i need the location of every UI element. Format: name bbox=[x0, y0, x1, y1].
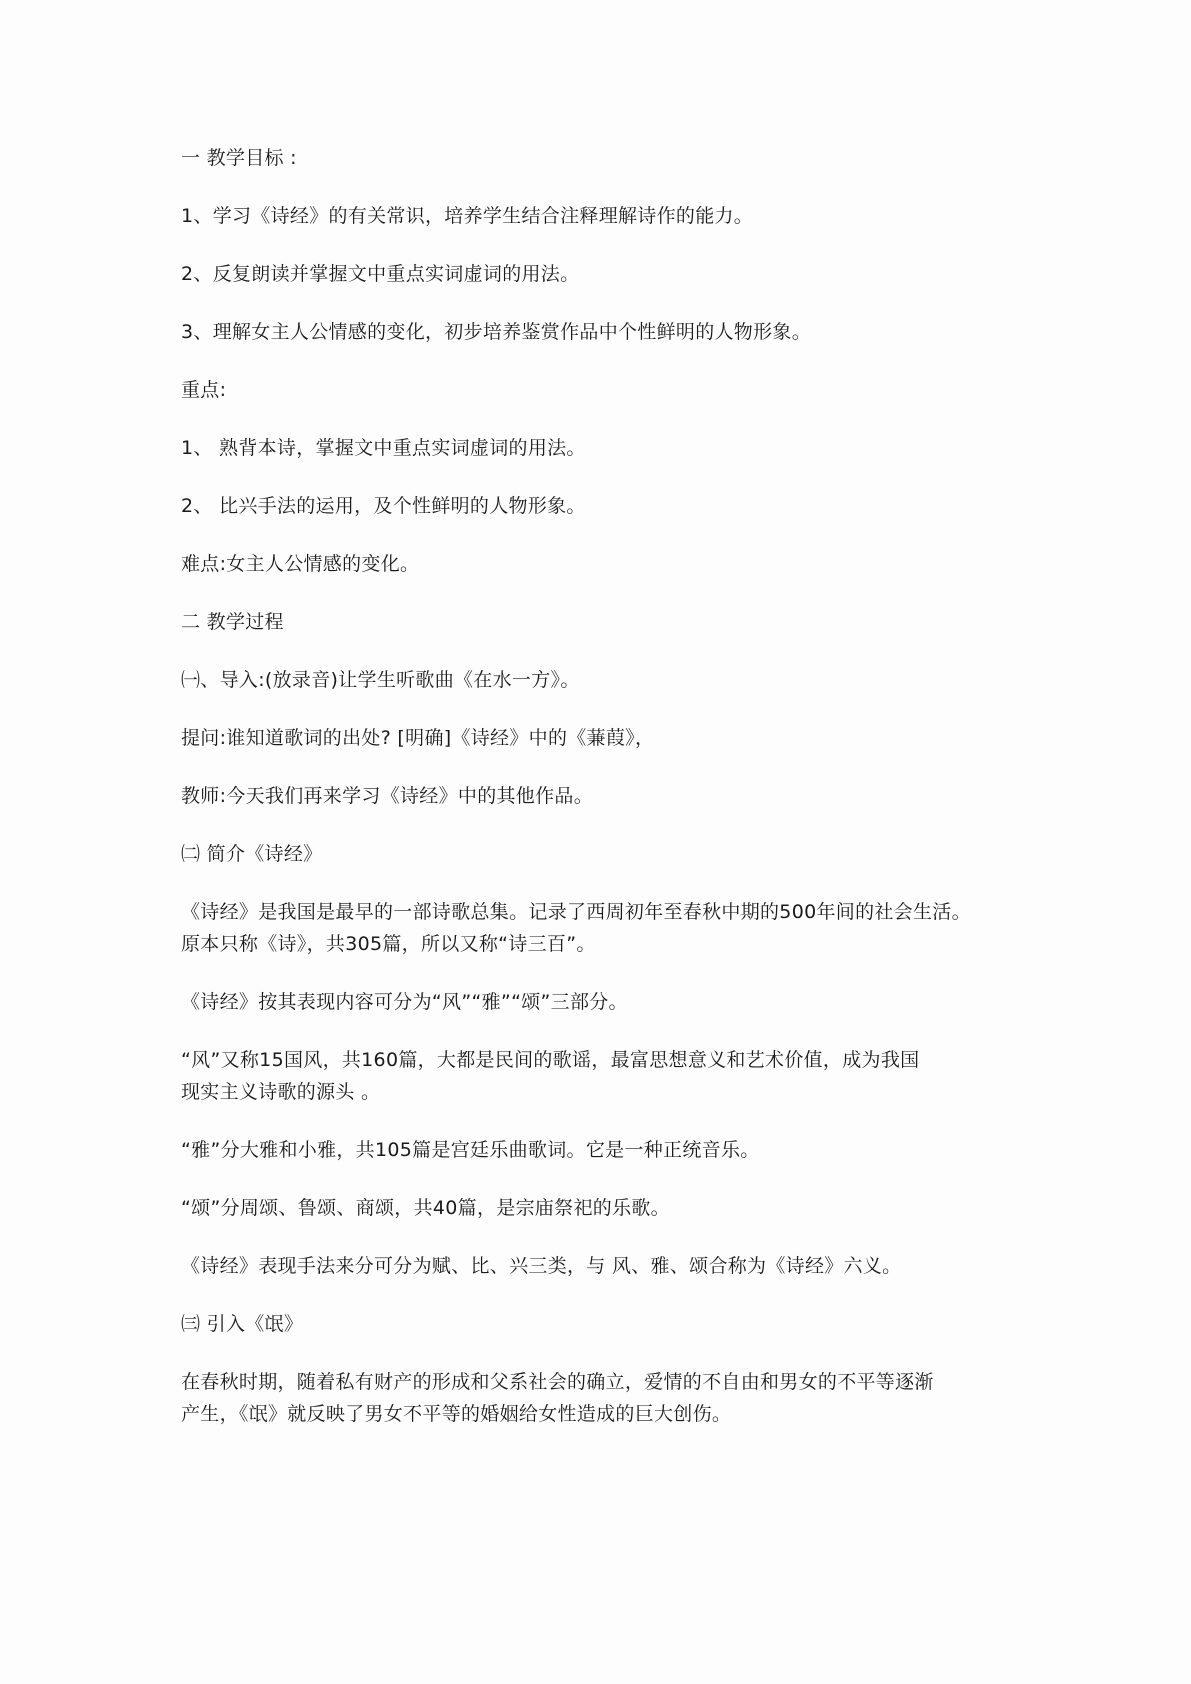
heading-teaching-process: 二 教学过程 bbox=[181, 611, 284, 633]
paragraph-line: 现实主义诗歌的源头 。 bbox=[181, 1081, 381, 1103]
heading-teaching-goals: 一 教学目标 : bbox=[181, 147, 297, 169]
difficulty-line: 难点:女主人公情感的变化。 bbox=[181, 553, 420, 575]
intro-step-line: ㈠、导入:(放录音)让学生听歌曲《在水一方》。 bbox=[181, 669, 580, 691]
question-line: 提问:谁知道歌词的出处? [明确]《诗经》中的《蒹葭》， bbox=[181, 727, 655, 749]
paragraph-line: 产生，《氓》就反映了男女不平等的婚姻给女性造成的巨大创伤。 bbox=[181, 1403, 732, 1425]
classification-line: 《诗经》按其表现内容可分为“风”“雅”“颂”三部分。 bbox=[181, 991, 628, 1013]
heading-meng-intro: ㈢ 引入《氓》 bbox=[181, 1313, 304, 1335]
methods-line: 《诗经》表现手法来分可分为赋、比、兴三类，与 风、雅、颂合称为《诗经》六义。 bbox=[181, 1255, 902, 1277]
paragraph-line: 原本只称《诗》，共305篇，所以又称“诗三百”。 bbox=[181, 933, 596, 955]
ya-line: “雅”分大雅和小雅，共105篇是宫廷乐曲歌词。它是一种正统音乐。 bbox=[181, 1139, 760, 1161]
paragraph-feng bbox=[181, 1044, 1021, 1108]
key-point-1: 1、 熟背本诗，掌握文中重点实词虚词的用法。 bbox=[181, 437, 586, 459]
key-point-2: 2、 比兴手法的运用，及个性鲜明的人物形象。 bbox=[181, 495, 586, 517]
paragraph-line: “风”又称15国风，共160篇，大都是民间的歌谣，最富思想意义和艺术价值，成为我国 bbox=[181, 1049, 920, 1071]
goal-item-3: 3、理解女主人公情感的变化，初步培养鉴赏作品中个性鲜明的人物形象。 bbox=[181, 321, 811, 343]
paragraph-line: 在春秋时期，随着私有财产的形成和父系社会的确立，爱情的不自由和男女的不平等逐渐 bbox=[181, 1371, 934, 1393]
goal-item-2: 2、反复朗读并掌握文中重点实词虚词的用法。 bbox=[181, 263, 580, 285]
paragraph-line: 《诗经》是我国是最早的一部诗歌总集。记录了西周初年至春秋中期的500年间的社会生活。 bbox=[181, 901, 971, 923]
goal-item-1: 1、学习《诗经》的有关常识，培养学生结合注释理解诗作的能力。 bbox=[181, 205, 754, 227]
paragraph-context bbox=[181, 1366, 1021, 1430]
song-line: “颂”分周颂、鲁颂、商颂，共40篇，是宗庙祭祀的乐歌。 bbox=[181, 1197, 670, 1219]
paragraph-shijing-overview bbox=[181, 896, 1021, 960]
heading-shijing-intro: ㈡ 简介《诗经》 bbox=[181, 843, 323, 865]
heading-key-points: 重点: bbox=[181, 379, 227, 401]
teacher-line: 教师:今天我们再来学习《诗经》中的其他作品。 bbox=[181, 785, 594, 807]
